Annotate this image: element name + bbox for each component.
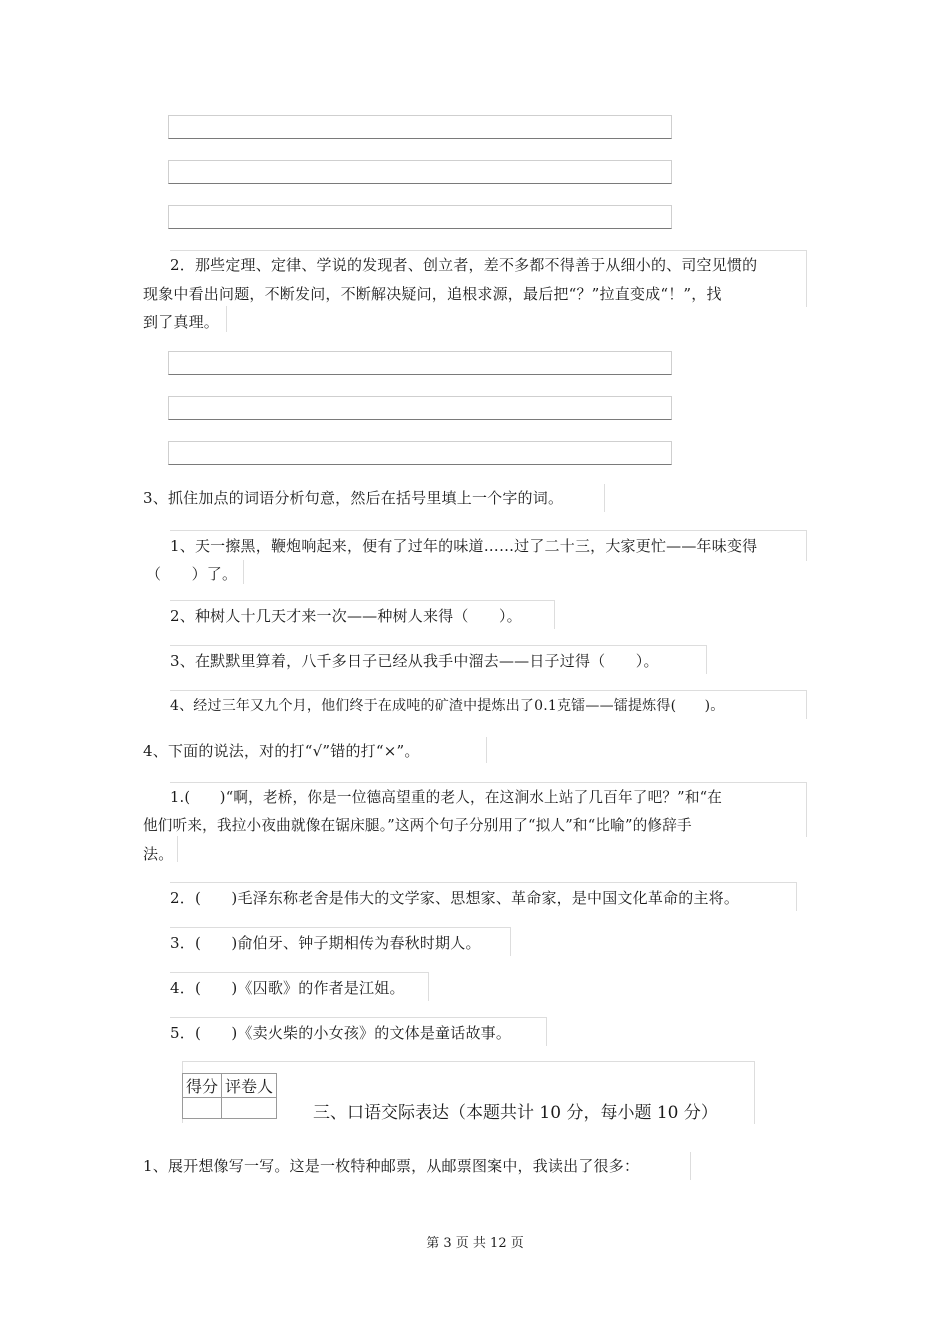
s3-question-1: 1、展开想像写一写。这是一枚特种邮票，从邮票图案中，我读出了很多： — [143, 1157, 640, 1175]
q4-item-1-line-2: 他们听来，我拉小夜曲就像在锯床腿。”这两个句子分别用了“拟人”和“比喻”的修辞手 — [143, 817, 692, 834]
q3-item-1-line-1: 1、天一擦黑，鞭炮响起来，便有了过年的味道……过了二十三，大家更忙——年味变得 — [170, 537, 758, 555]
q3-item-4: 4、经过三年又九个月，他们终于在成吨的矿渣中提炼出了0.1克镭——镭提炼得( )。 — [170, 698, 725, 714]
q4-item1-frame-end — [177, 836, 178, 862]
answer-line-4[interactable] — [168, 351, 672, 375]
score-table — [182, 1073, 277, 1119]
q2-frame-end — [226, 306, 227, 332]
answer-line-6[interactable] — [168, 441, 672, 465]
q3-item1-frame-end — [243, 560, 244, 584]
q3-item-3: 3、在默默里算着，八千多日子已经从我手中溜去——日子过得（ ）。 — [170, 652, 659, 670]
q3-item-2: 2、种树人十几天才来一次——种树人来得（ ）。 — [170, 607, 522, 625]
q4-item-1-line-1: 1.( )“啊，老桥，你是一位德高望重的老人，在这涧水上站了几百年了吧？”和“在 — [170, 789, 723, 806]
q3-item-1-line-2: （ ）了。 — [146, 565, 238, 583]
answer-line-2[interactable] — [168, 160, 672, 184]
q4-title: 4、下面的说法，对的打“√”错的打“×”。 — [143, 742, 420, 760]
q3-title-frame — [604, 484, 605, 512]
score-header: 得分 — [183, 1074, 222, 1098]
section3-title: 三、口语交际表达（本题共计 10 分，每小题 10 分） — [313, 1103, 718, 1123]
q4-item-1-line-3: 法。 — [143, 845, 174, 863]
score-cell[interactable] — [183, 1098, 222, 1119]
q2-line-2: 现象中看出问题，不断发问，不断解决疑问，追根求源，最后把“？”拉直变成“！”，找 — [143, 285, 722, 303]
answer-line-5[interactable] — [168, 396, 672, 420]
grader-cell[interactable] — [222, 1098, 277, 1119]
q4-item-4: 4．( )《囚歌》的作者是江姐。 — [170, 979, 405, 997]
q2-line-3: 到了真理。 — [143, 313, 220, 331]
answer-line-3[interactable] — [168, 205, 672, 229]
answer-line-1[interactable] — [168, 115, 672, 139]
grader-header: 评卷人 — [222, 1074, 277, 1098]
q4-title-frame — [486, 737, 487, 763]
q4-item-3: 3．( )俞伯牙、钟子期相传为春秋时期人。 — [170, 934, 481, 952]
q4-item-2: 2．( )毛泽东称老舍是伟大的文学家、思想家、革命家，是中国文化革命的主将。 — [170, 889, 740, 907]
page-footer: 第 3 页 共 12 页 — [426, 1236, 524, 1251]
q2-line-1: 2．那些定理、定律、学说的发现者、创立者，差不多都不得善于从细小的、司空见惯的 — [170, 256, 758, 274]
q4-item-5: 5．( )《卖火柴的小女孩》的文体是童话故事。 — [170, 1024, 512, 1042]
s3q1-frame — [690, 1152, 691, 1180]
q3-title: 3、抓住加点的词语分析句意，然后在括号里填上一个字的词。 — [143, 489, 564, 507]
